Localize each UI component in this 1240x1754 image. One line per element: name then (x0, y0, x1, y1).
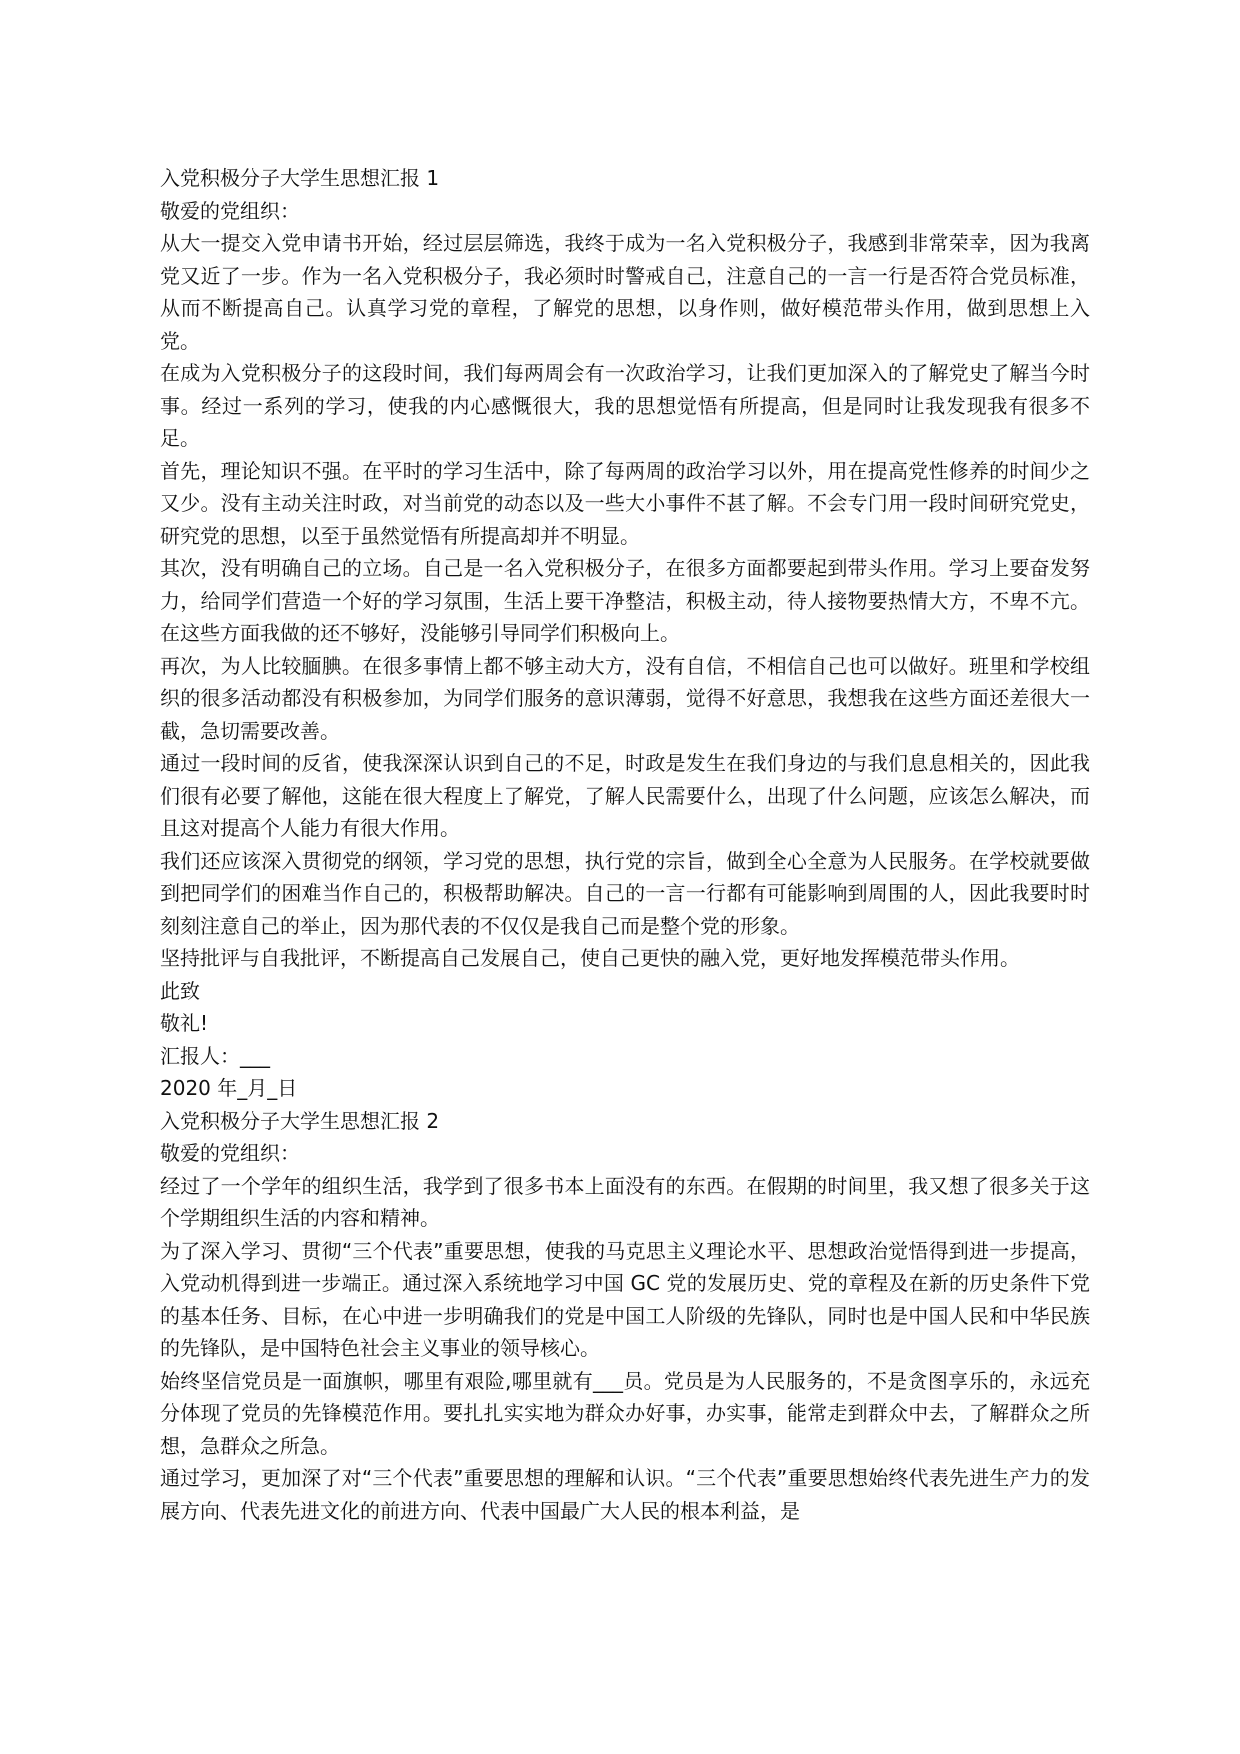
body-paragraph: 通过一段时间的反省，使我深深认识到自己的不足，时政是发生在我们身边的与我们息息相关的，因此我们很有必要了解他，这能在很大程度上了解党，了解人民需要什么，出现了什么问题，应该怎么解决，而且这对提高个人能力有很大作用。 (160, 751, 1090, 840)
body-paragraph: 为了深入学习、贯彻“三个代表”重要思想，使我的马克思主义理论水平、思想政治觉悟得到进一步提高，入党动机得到进一步端正。通过深入系统地学习中国 GC 党的发展历史、党的章程及在新的历史条件下党的基本任务、目标，在心中进一步明确我们的党是中国工人阶级的先锋队，同时也是中国人民和中华民族的先锋队，是中国特色社会主义事业的领导核心。 (160, 1238, 1090, 1360)
body-paragraph: 再次，为人比较腼腆。在很多事情上都不够主动大方，没有自信，不相信自己也可以做好。班里和学校组织的很多活动都没有积极参加，为同学们服务的意识薄弱，觉得不好意思，我想我在这些方面还差很大一截，急切需要改善。 (160, 653, 1090, 743)
closing-line: 此致 (160, 978, 200, 1003)
body-paragraph: 通过学习，更加深了对“三个代表”重要思想的理解和认识。“三个代表”重要思想始终代表先进生产力的发展方向、代表先进文化的前进方向、代表中国最广大人民的根本利益，是 (160, 1466, 1090, 1523)
document-body (160, 162, 1090, 1527)
body-paragraph: 我们还应该深入贯彻党的纲领，学习党的思想，执行党的宗旨，做到全心全意为人民服务。在学校就要做到把同学们的困难当作自己的，积极帮助解决。自己的一言一行都有可能影响到周围的人，因此我要时时刻刻注意自己的举止，因为那代表的不仅仅是我自己而是整个党的形象。 (160, 848, 1090, 938)
body-paragraph: 其次，没有明确自己的立场。自己是一名入党积极分子，在很多方面都要起到带头作用。学习上要奋发努力，给同学们营造一个好的学习氛围，生活上要干净整洁，积极主动，待人接物要热情大方，不卑不亢。在这些方面我做的还不够好，没能够引导同学们积极向上。 (160, 556, 1090, 645)
body-paragraph: 从大一提交入党申请书开始，经过层层筛选，我终于成为一名入党积极分子，我感到非常荣幸，因为我离党又近了一步。作为一名入党积极分子，我必须时时警戒自己，注意自己的一言一行是否符合党员标准，从而不断提高自己。认真学习党的章程，了解党的思想，以身作则，做好模范带头作用，做到思想上入党。 (160, 231, 1090, 353)
report-title-1: 入党积极分子大学生思想汇报 1 (160, 166, 440, 190)
salutation: 敬爱的党组织： (160, 1141, 300, 1165)
closing-line: 敬礼! (160, 1011, 209, 1035)
body-paragraph: 在成为入党积极分子的这段时间，我们每两周会有一次政治学习，让我们更加深入的了解党史了解当今时事。经过一系列的学习，使我的内心感慨很大，我的思想觉悟有所提高，但是同时让我发现我有很多不足。 (160, 361, 1090, 450)
report-title-2: 入党积极分子大学生思想汇报 2 (160, 1108, 440, 1133)
body-paragraph: 始终坚信党员是一面旗帜，哪里有艰险,哪里就有___员。党员是为人民服务的，不是贪图享乐的，永远充分体现了党员的先锋模范作用。要扎扎实实地为群众办好事，办实事，能常走到群众中去，了解群众之所想，急群众之所急。 (160, 1368, 1090, 1458)
reporter-line: 汇报人：___ (160, 1043, 270, 1068)
salutation: 敬爱的党组织： (160, 198, 300, 223)
body-paragraph: 首先，理论知识不强。在平时的学习生活中，除了每两周的政治学习以外，用在提高党性修养的时间少之又少。没有主动关注时政，对当前党的动态以及一些大小事件不甚了解。不会专门用一段时间研究党史，研究党的思想，以至于虽然觉悟有所提高却并不明显。 (160, 458, 1090, 548)
date-line: 2020 年_月_日 (160, 1076, 298, 1100)
body-paragraph: 经过了一个学年的组织生活，我学到了很多书本上面没有的东西。在假期的时间里，我又想了很多关于这个学期组织生活的内容和精神。 (160, 1173, 1090, 1230)
body-paragraph: 坚持批评与自我批评，不断提高自己发展自己，使自己更快的融入党，更好地发挥模范带头作用。 (160, 946, 1020, 970)
